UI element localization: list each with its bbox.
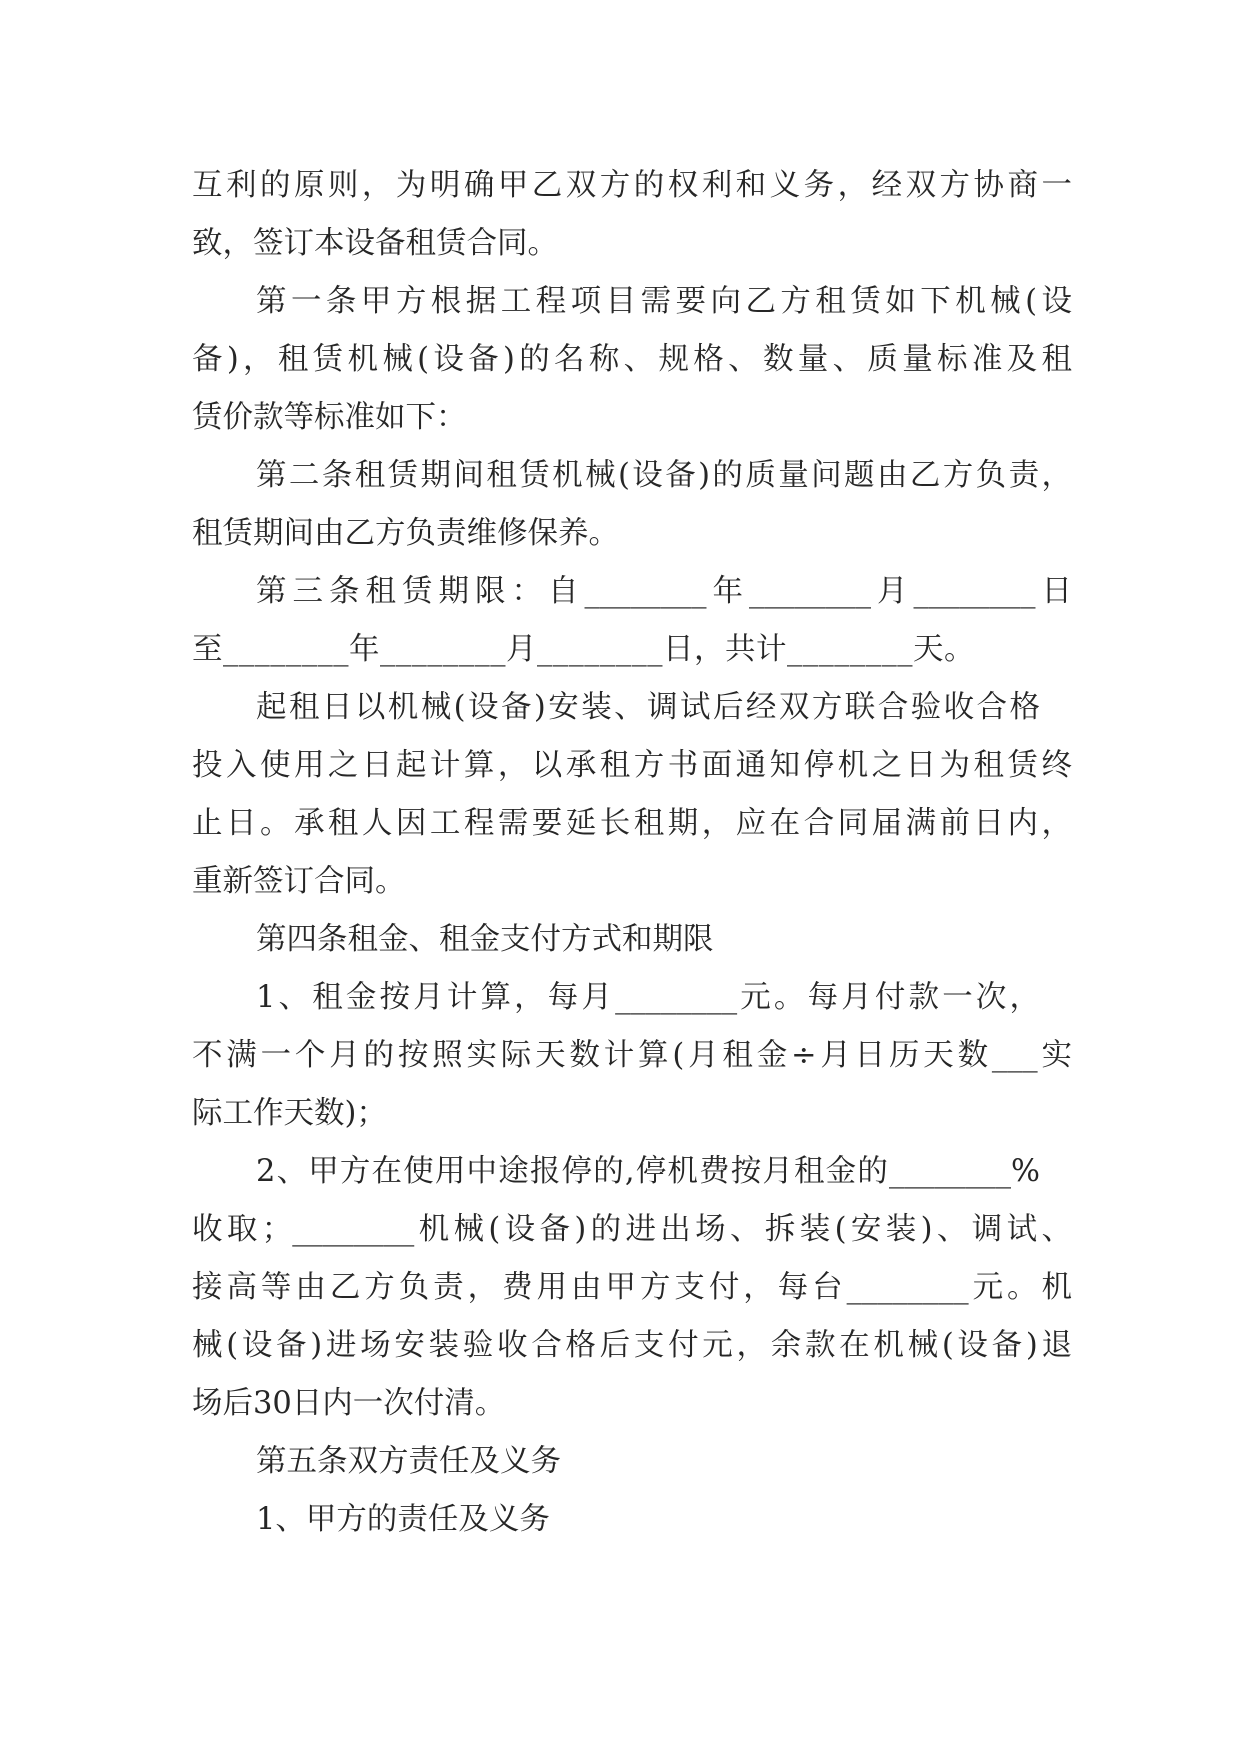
- paragraph-line: 场后30日内一次付清。: [192, 1386, 506, 1421]
- paragraph-line: 致，签订本设备租赁合同。: [192, 226, 558, 261]
- paragraph-line: 租赁期间由乙方负责维修保养。: [192, 516, 619, 551]
- paragraph-line: 际工作天数)；: [192, 1096, 387, 1131]
- paragraph-line: 至________年________月________日，共计________天。: [192, 632, 975, 667]
- paragraph-line: 收取；________机械(设备)的进出场、拆装(安装)、调试、: [192, 1212, 1072, 1247]
- paragraph-line: 械(设备)进场安装验收合格后支付元，余款在机械(设备)退: [192, 1328, 1072, 1363]
- paragraph-line: 重新签订合同。: [192, 864, 406, 899]
- clause-1-line: 第一条甲方根据工程项目需要向乙方租赁如下机械(设: [256, 284, 1072, 319]
- clause-2-line: 第二条租赁期间租赁机械(设备)的质量问题由乙方负责，: [256, 458, 1072, 493]
- clause-5-heading: 第五条双方责任及义务: [256, 1444, 561, 1479]
- paragraph-line: 不满一个月的按照实际天数计算(月租金÷月日历天数___实: [192, 1038, 1072, 1073]
- paragraph-line: 接高等由乙方负责，费用由甲方支付，每台________元。机: [192, 1270, 1072, 1305]
- subheading-line: 1、甲方的责任及义务: [256, 1502, 550, 1537]
- paragraph-line: 投入使用之日起计算，以承租方书面通知停机之日为租赁终: [192, 748, 1072, 783]
- paragraph-line: 2、甲方在使用中途报停的,停机费按月租金的________%: [256, 1154, 1040, 1189]
- clause-3-line: 第三条租赁期限：自________年________月________日: [256, 574, 1072, 609]
- clause-4-heading: 第四条租金、租金支付方式和期限: [256, 922, 714, 957]
- paragraph-line: 备)，租赁机械(设备)的名称、规格、数量、质量标准及租: [192, 342, 1072, 377]
- paragraph-line: 起租日以机械(设备)安装、调试后经双方联合验收合格: [256, 690, 1040, 725]
- paragraph-line: 赁价款等标准如下：: [192, 400, 467, 435]
- paragraph-line: 止日。承租人因工程需要延长租期，应在合同届满前日内，: [192, 806, 1072, 841]
- paragraph-line: 互利的原则，为明确甲乙双方的权利和义务，经双方协商一: [192, 168, 1072, 203]
- paragraph-line: 1、租金按月计算，每月________元。每月付款一次，: [256, 980, 1040, 1015]
